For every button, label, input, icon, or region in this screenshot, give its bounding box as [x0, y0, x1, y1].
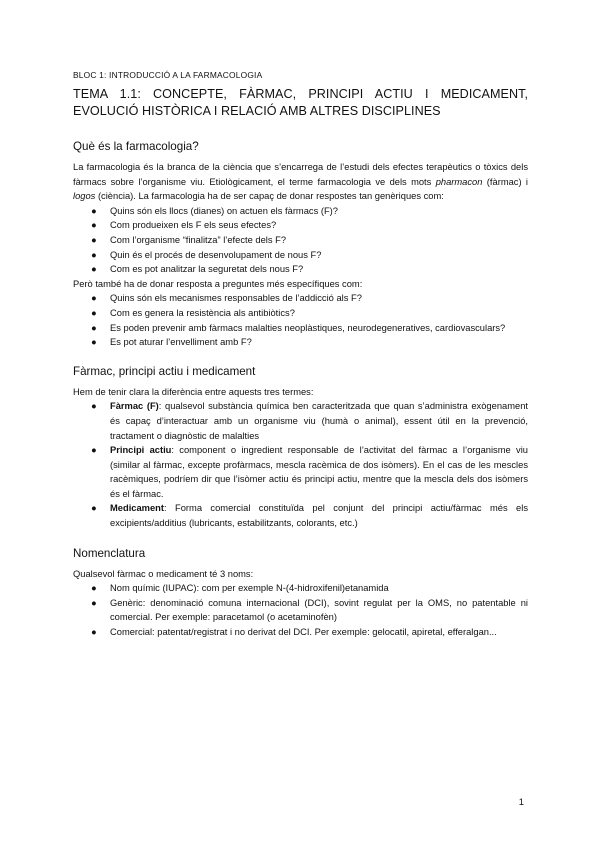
section-title-que-es: Què és la farmacologia?	[73, 140, 199, 153]
bullet-icon: ●	[91, 401, 97, 412]
intro-paragraph: La farmacologia és la branca de la ciència que s’encarrega de l’estudi dels efectes terapèutics o tòxics dels fàrmacs sobre l’organisme viu. Etiològicament, el terme farmacologia ve dels mots pharmacon (fàrmac) i logos (ciència). La farmacologia ha de ser capaç de donar respostes tan genèriques com:	[73, 162, 529, 202]
term-logos: logos	[73, 191, 96, 202]
names-list	[91, 581, 528, 639]
list-item: ● Quins són els mecanismes responsables de l’addicció als F?	[91, 291, 528, 306]
term-principi-actiu: Principi actiu	[110, 445, 172, 456]
bullet-icon: ●	[91, 293, 97, 304]
section-title-farmac: Fàrmac, principi actiu i medicament	[73, 364, 256, 378]
bloc-heading: BLOC 1: INTRODUCCIÓ A LA FARMACOLOGIA	[73, 70, 263, 80]
bullet-icon: ●	[91, 337, 97, 348]
terms-intro: Hem de tenir clara la diferència entre aquests tres termes:	[73, 386, 314, 397]
bullet-icon: ●	[91, 322, 97, 333]
tema-title: TEMA 1.1: CONCEPTE, FÀRMAC, PRINCIPI ACTIU I MEDICAMENT, EVOLUCIÓ HISTÒRICA I RELACIÓ AMB ALTRES DISCIPLINES	[73, 87, 528, 118]
list-item: ● Genèric: denominació comuna internacional (DCI), sovint regulat per la OMS, no patentable ni comercial. Per exemple: paracetamol (o acetaminofèn)	[91, 597, 528, 623]
term-pharmacon: pharmacon	[435, 176, 483, 187]
bullet-icon: ●	[91, 220, 97, 231]
page-number: 1	[518, 796, 524, 807]
list-item: ● Nom químic (IUPAC): com per exemple N-(4-hidroxifenil)etanamida	[91, 581, 528, 596]
bullet-icon: ●	[91, 445, 97, 456]
section-title-nomenclatura: Nomenclatura	[73, 546, 146, 560]
list-item: ● Principi actiu: component o ingredient responsable de l’activitat del fàrmac a l’organisme viu (similar al fàrmac, excepte profàrmacs, mescla racèmica de dos isòmers). En el cas de les mescles racèmiques, podríem dir que l’isòmer actiu és principi actiu, mentre que la mescla dels dos isòmers és el fàrmac.	[91, 445, 528, 499]
list-item: ● Fàrmac (F): qualsevol substància química ben caracteritzada que quan s’administra exògenament és capaç d’interactuar amb un organisme viu (humà o animal), essent útil en la prevenció, tractament o diagnòstic de malalties	[91, 401, 528, 441]
specific-questions-intro: Però també ha de donar resposta a preguntes més específiques com:	[73, 278, 363, 289]
bullet-icon: ●	[91, 249, 97, 260]
list-item: ● Com es genera la resistència als antibiòtics?	[91, 306, 528, 321]
bullet-icon: ●	[91, 264, 97, 275]
list-item: ● Medicament: Forma comercial constituïda pel conjunt del principi actiu/fàrmac més els excipients/additius (lubricants, estabilitzants, colorants, etc.)	[91, 503, 528, 529]
list-item: ● Quins són els llocs (dianes) on actuen els fàrmacs (F)?	[91, 204, 528, 219]
list-item: ● Es pot aturar l’envelliment amb F?	[91, 335, 528, 350]
terms-list	[91, 399, 528, 530]
bullet-icon: ●	[91, 503, 97, 514]
bullet-icon: ●	[91, 307, 97, 318]
generic-questions-list	[91, 204, 528, 277]
bullet-icon: ●	[91, 597, 97, 608]
document-page	[73, 70, 528, 640]
term-medicament: Medicament	[110, 503, 165, 514]
list-item: ● Comercial: patentat/registrat i no derivat del DCI. Per exemple: gelocatil, apiretal, efferalgan...	[91, 625, 528, 640]
list-item: ● Com produeixen els F els seus efectes?	[91, 218, 528, 233]
bullet-icon: ●	[91, 205, 97, 216]
bullet-icon: ●	[91, 583, 97, 594]
list-item: ● Com l’organisme “finalitza” l’efecte dels F?	[91, 233, 528, 248]
bullet-icon: ●	[91, 627, 97, 638]
list-item: ● Com es pot analitzar la seguretat dels nous F?	[91, 262, 528, 277]
list-item: ● Es poden prevenir amb fàrmacs malalties neoplàstiques, neurodegeneratives, cardiovasculars?	[91, 321, 528, 336]
bullet-icon: ●	[91, 234, 97, 245]
names-intro: Qualsevol fàrmac o medicament té 3 noms:	[73, 568, 254, 579]
term-farmac: Fàrmac (F)	[110, 401, 159, 412]
list-item: ● Quin és el procés de desenvolupament de nous F?	[91, 248, 528, 263]
specific-questions-list	[91, 291, 528, 349]
